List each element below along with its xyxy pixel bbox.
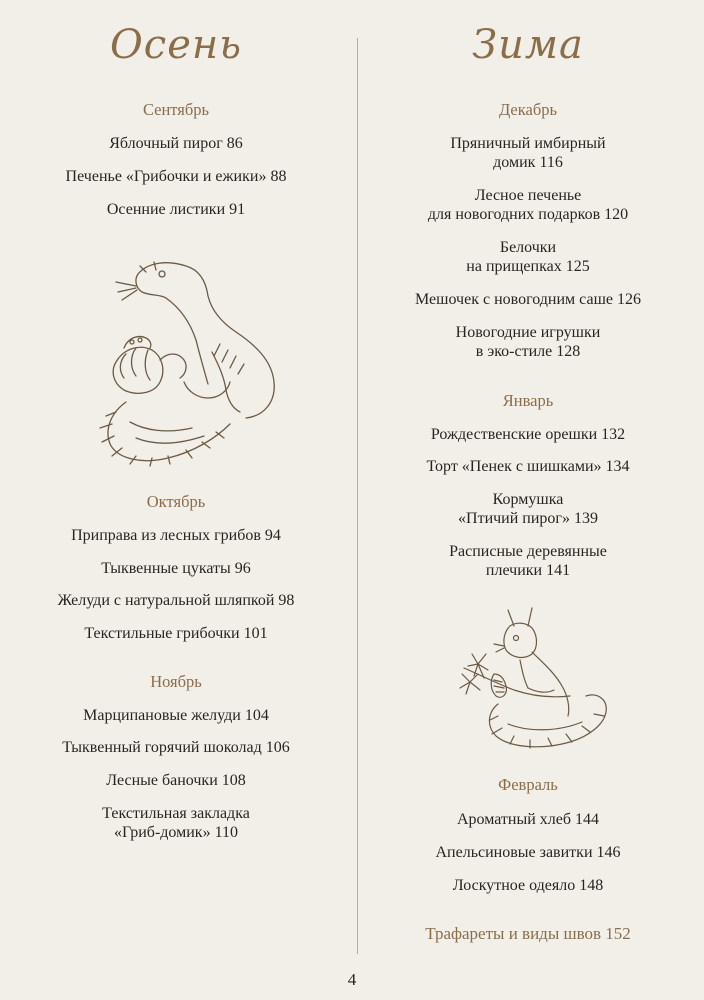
toc-entry[interactable]: Печенье «Грибочки и ежики» 88 <box>65 168 287 185</box>
toc-entry-line: плечики 141 <box>485 562 571 579</box>
toc-entry[interactable]: Мешочек с новогодним саше 126 <box>415 291 641 308</box>
toc-entry[interactable]: Тыквенный горячий шоколад 106 <box>62 739 290 756</box>
toc-entry[interactable]: Желуди с натуральной шляпкой 98 <box>57 592 295 609</box>
season-title-winter: Зима <box>472 22 584 68</box>
toc-entry[interactable] <box>352 134 704 172</box>
toc-entry-line: «Птичий пирог» 139 <box>458 510 598 527</box>
toc-entry[interactable] <box>352 238 704 276</box>
squirrel-on-pine-branch-icon <box>458 604 610 754</box>
toc-entry[interactable] <box>352 323 704 361</box>
toc-entry[interactable]: Апельсиновые завитки 146 <box>435 844 621 861</box>
month-heading-october: Октябрь <box>146 492 206 511</box>
toc-entry-line: на прищепках 125 <box>466 258 590 275</box>
toc-entry-line: Белочки <box>499 239 557 256</box>
month-heading-november: Ноябрь <box>150 672 202 691</box>
toc-entry-line: для новогодних подарков 120 <box>427 206 629 223</box>
toc-entry[interactable]: Приправа из лесных грибов 94 <box>71 527 281 544</box>
toc-entry[interactable]: Лесные баночки 108 <box>106 772 246 789</box>
month-heading-february: Февраль <box>498 775 558 794</box>
toc-entry-line: Текстильная закладка <box>102 805 250 822</box>
toc-entry-line: Новогодние игрушки <box>455 324 601 341</box>
toc-entry-line: Кормушка <box>492 491 564 508</box>
toc-entry[interactable]: Марципановые желуди 104 <box>83 707 269 724</box>
toc-entry[interactable]: Яблочный пирог 86 <box>109 135 243 152</box>
toc-entry-line: «Гриб-домик» 110 <box>114 824 238 841</box>
month-heading-september: Сентябрь <box>142 100 210 119</box>
toc-entry-line: Лесное печенье <box>474 187 582 204</box>
toc-entry[interactable]: Лоскутное одеяло 148 <box>452 877 604 894</box>
toc-entry[interactable] <box>352 186 704 224</box>
month-heading-january: Январь <box>502 391 554 410</box>
toc-entry-stencils[interactable]: Трафареты и виды швов 152 <box>425 924 631 943</box>
toc-entry-line: Пряничный имбирный <box>450 135 606 152</box>
toc-entry[interactable]: Торт «Пенек с шишками» 134 <box>426 458 630 475</box>
toc-entry[interactable]: Ароматный хлеб 144 <box>456 811 600 828</box>
toc-entry-line: в эко-стиле 128 <box>475 343 581 360</box>
toc-entry[interactable] <box>352 542 704 580</box>
toc-entry[interactable] <box>352 490 704 528</box>
toc-entry[interactable]: Осенние листики 91 <box>106 201 246 218</box>
month-heading-december: Декабрь <box>498 100 558 119</box>
toc-entry[interactable]: Тыквенные цукаты 96 <box>101 560 251 577</box>
toc-entry[interactable]: Текстильные грибочки 101 <box>84 625 268 642</box>
toc-entry-line: домик 116 <box>493 154 563 171</box>
season-title-autumn: Осень <box>110 22 242 68</box>
toc-entry[interactable]: Рождественские орешки 132 <box>430 426 626 443</box>
squirrel-with-acorn-icon <box>96 252 286 467</box>
toc-entry[interactable] <box>0 804 352 842</box>
page-number: 4 <box>347 970 357 989</box>
toc-entry-line: Расписные деревянные <box>449 543 607 560</box>
